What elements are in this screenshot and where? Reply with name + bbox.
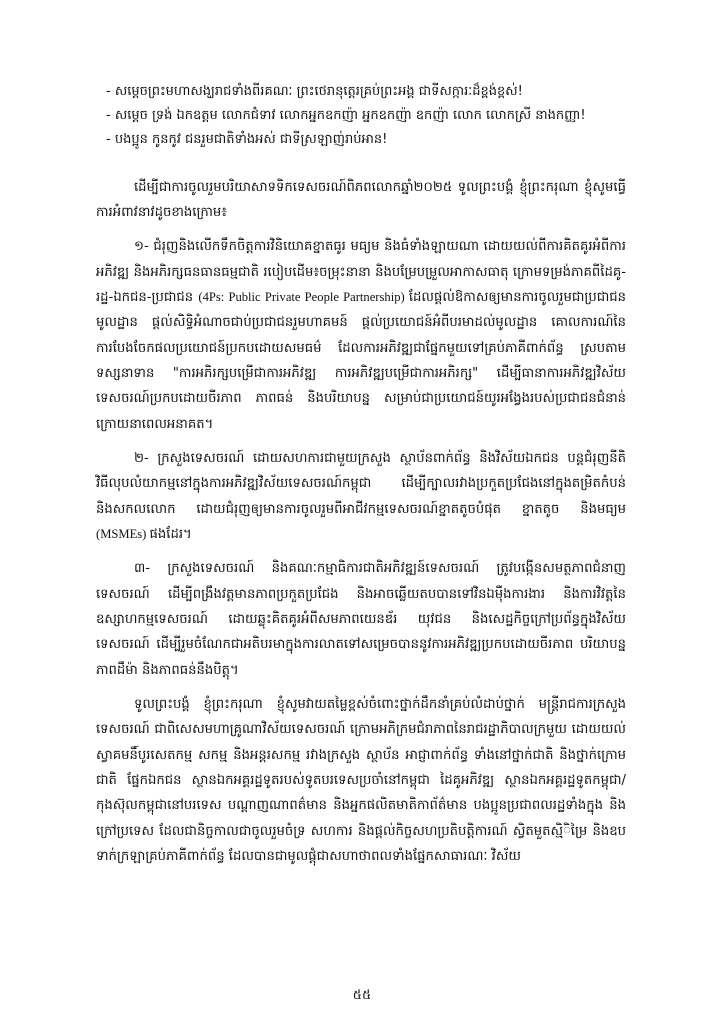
paragraph-point-1 xyxy=(96,234,626,437)
page-content xyxy=(96,80,626,960)
latin-run: (4Ps: Public Private People Partnership) xyxy=(198,289,409,304)
khmer-run: ទូលព្រះបង្គំ ខ្ញុំព្រះករុណា ខ្ញុំសូមវាយតម្លៃខ្ពស់ចំពោះថ្នាក់ដឹកនាំគ្រប់លំដាប់ថ្នាក់ មន្ត្រីរាជការក្រសួងទេសចរណ៍ ជាពិសេសមហាគ្រូណាវិស័យទេសចរណ៍ ក្រោមអភិក្រមជំរាភាពនៃរាជរដ្ឋាភិបាលក្រមួយ ដោយយល់ស្វាគមនិ៍បូរសេតកម្ម សកម្ម និងអន្តរសកម្ម រវាងក្រសួង ស្ថាប័ន អាជ្ញាពាក់ព័ន្ធ ទាំងនៅថ្នាក់ជាតិ និងថ្នាក់ក្រោមជាតិ ផ្នែកឯកជន ស្ថានឯកអគ្គរដ្ឋទូតរបស់ទូតបរទេសប្រចាំនៅកម្ពុជា ដៃគូអភិវឌ្ឍ ស្ថានឯកអគ្គរដ្ឋទូតកម្ពុជា/កុងស៊ុលកម្ពុជានៅបរទេស បណ្ដាញណាពត៌មាន និងអ្នកផលិតមាតិកាព័ត៌មាន បងប្អូនប្រជាពលរដ្ឋទាំងក្នុង និងក្រៅប្រទេស ដែលជានិច្ចកាលជាចូលរួមចំទ្រ សហការ និងផ្ដល់កិច្ចសហប្រតិបត្តិការណ៍ ស្វិតមួតសិ្មិម្រៃ និងឧបទាក់ក្រឡាគ្រប់ភាគីពាក់ព័ន្ធ ដែលបានជាមូលផ្តុំជាសហាថាពលទាំងផ្នែកសាធារណៈ វិស័យ xyxy=(96,697,626,865)
salutation-line-2: - សម្ដេច ទ្រង់ ឯកឧត្តម លោកជំទាវ លោកអ្នកឧកញ៉ា អ្នកឧកញ៉ា ឧកញ៉ា លោក លោកស្រី នាងកញ្ញា! xyxy=(106,108,586,124)
body-text xyxy=(96,175,626,870)
khmer-run: ១- ជំរុញនិងលើកទឹកចិត្តការវិនិយោគខ្នាតធូរ មធ្យម និងធំទាំងឡាយណា ដោយយល់ពីការគិតគូរអំពីការអភិវឌ្ឍ និងអភិរក្សធនធានធម្មជាតិ របៀបដើម៖ចម្រុះនានា និងបម្រែបម្រួលអាកាសធាតុ ក្រោមទម្រង់ភាគពីដៃគូ-រដ្ឋ-ឯកជន-ប្រជាជន xyxy=(96,239,626,305)
khmer-run: ដើម្បីជាការចូលរួមបរិយាសាទទិកទេសចរណ៍ពិភពលោកឆ្នាំ២០២៥ ទូលព្រះបង្គំ ខ្ញុំព្រះករុណា ខ្ញុំសូមធ្វើការអំពាវនាវដូចខាងក្រោម៖ xyxy=(96,179,626,220)
salutation-line-3: - បងប្អូន កូនកូវ ជនរួមជាតិទាំងអស់ ជាទីស្រឡាញ់រាប់អាន! xyxy=(106,132,388,148)
khmer-run: ផងដែរ។ xyxy=(149,526,192,542)
paragraph-intro xyxy=(96,175,626,226)
salutation-block xyxy=(96,80,626,153)
khmer-run: ៣- ក្រសួងទេសចរណ៍ និងគណៈកម្មាធិការជាតិអភិវឌ្ឍន៍ទេសចរណ៍ ត្រូវបង្កើនសមត្ថភាពជំនាញទេសចរណ៍ ដើម្បីពង្រឹងវត្តមានភាពប្រកួតប្រជែង និងអាចឆ្លើយតបបានទៅវិនឯម៉ឺងការងារ និងការវិវត្តនៃឧស្សាហកម្មទេសចរណ៍ ដោយឆ្លុះគិតគូរអំពីសមភាពយេនឌ័រ យុវជន និងសេដ្ឋកិច្ចក្រៅប្រព័ន្ធក្នុងវិស័យទេសចរណ៍ ដើម្បីរួមចំណែកជាអតិបរមាក្នុងការលាតទៅសម្រេចបាននូវការអភិវឌ្ឍប្រកបដោយចីរភាព បរិយាបន្ន ភាពដឹម៉ា និងភាពធន់នឹងបិត្តុ។ xyxy=(96,561,626,678)
page-number: ៥៥ xyxy=(352,988,372,1003)
paragraph-closing xyxy=(96,692,626,869)
khmer-run: ២- ក្រសួងទេសចរណ៍ ដោយសហការជាមួយក្រសួង ស្ថាប័នពាក់ព័ន្ធ និងវិស័យឯកជន បន្តជំរុញនីតិវិធីលុបលំយាកម្មនៅក្នុងការអភិវឌ្ឍវិស័យទេសចរណ៍កម្ពុជា ដើម្បីក្បាលរវាងប្រកួតប្រជែងនៅក្នុងតម្រិតកំបន់ និងសកលលោក ដោយជំរុញឲ្យមានការចូលរួមពីអាជីវកម្មទេសចរណ៍ខ្នាតតូចបំផុត ខ្នាតតូច និងមធ្យម xyxy=(96,450,626,517)
paragraph-point-3 xyxy=(96,556,626,683)
salutation-line-1: - សម្ដេចព្រះមហាសង្ឃរាជទាំងពីរគណៈ ព្រះថេរានុត្តេរគ្រប់ព្រះអង្គ ជាទីសក្ការៈដ៏ខ្ពង់ខ្ពស់! xyxy=(106,84,523,99)
latin-run: (MSMEs) xyxy=(96,526,150,541)
khmer-run: ដែលផ្ដល់ឱកាសឲ្យមានការចូលរួមជាប្រជាជនមូលដ្ឋាន ផ្ដល់សិទ្ធិអំណាចជាប់ប្រជាជនរួមហាគមន៍ ផ្ដល់ប្រយោជន៍អំពីបរមាដល់មូលដ្ឋាន គោលការណ៍នៃការបែងចែកផលប្រយោជន៍ប្រកបដោយសមធម៌ ដែលការអភិវឌ្ឍជាផ្នែកមួយទៅគ្រប់ភាគីពាក់ព័ន្ធ ស្របតាមទស្សនាទាន "ការអភិរក្សបម្រើជាការអភិវឌ្ឍ ការអភិវឌ្ឍបម្រើជាការអភិរក្ស" ដើម្បីធានាការអភិវឌ្ឍវិស័យទេសចរណ៍ប្រកបដោយចីរភាព ភាពធន់ និងបរិយាបន្ន សម្រាប់ជាប្រយោជន៍យូរអង្វែងរបស់ប្រជាជនជំនាន់ក្រោយនាពេលអនាគត។ xyxy=(96,289,626,432)
paragraph-point-2 xyxy=(96,446,626,547)
